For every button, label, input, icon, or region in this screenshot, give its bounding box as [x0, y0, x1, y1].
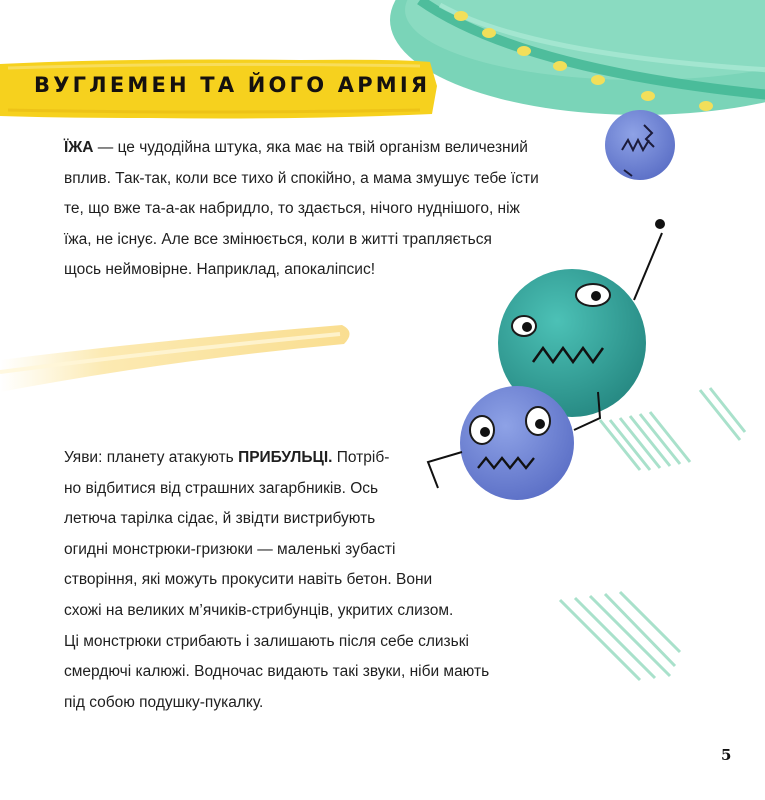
page-number: 5	[721, 746, 732, 764]
intro-line: вплив. Так-так, коли все тихо й спокійно, а мама змушує тебе їсти	[64, 169, 539, 187]
light-streak	[0, 325, 350, 392]
intro-line: ЇЖА — це чудодійна штука, яка має на твій організм величезний	[64, 139, 528, 156]
invasion-line: смердючі калюжі. Водночас видають такі звуки, ніби мають	[64, 663, 490, 681]
intro-line: їжа, не існує. Але все змінюється, коли в житті трапляється	[64, 230, 492, 248]
invasion-line: під собою подушку-пукалку.	[64, 693, 264, 711]
invasion-line: Уяви: планету атакують ПРИБУЛЬЦІ. Потріб-	[64, 449, 390, 466]
invasion-line: летюча тарілка сідає, й звідти вистрибують	[64, 510, 376, 528]
lead-word: ЇЖА	[64, 139, 94, 156]
ufo-illustration	[390, 0, 765, 115]
invasion-line: огидні монстрюки-гризюки — маленькі зубасті	[64, 540, 396, 558]
intro-line: те, що вже та-а-ак набридло, то здається, нічого нуднішого, ніж	[64, 200, 520, 218]
intro-paragraph	[64, 133, 624, 286]
invasion-line: схожі на великих м’ячиків-стрибунців, укритих слизом.	[64, 601, 454, 619]
invasion-paragraph	[64, 443, 564, 718]
invasion-line: створіння, які можуть прокусити навіть бетон. Вони	[64, 571, 433, 589]
chapter-title: ВУГЛЕМЕН ТА ЙОГО АРМІЯ	[34, 73, 431, 97]
invasion-line: но відбитися від страшних загарбників. Ось	[64, 479, 379, 497]
intro-line: щось неймовірне. Наприклад, апокаліпсис!	[64, 261, 376, 279]
invasion-line: Ці монстрюки стрибають і залишають після себе слизькі	[64, 632, 469, 650]
motion-scribbles	[560, 388, 745, 680]
aliens-word: ПРИБУЛЬЦІ.	[238, 449, 333, 466]
